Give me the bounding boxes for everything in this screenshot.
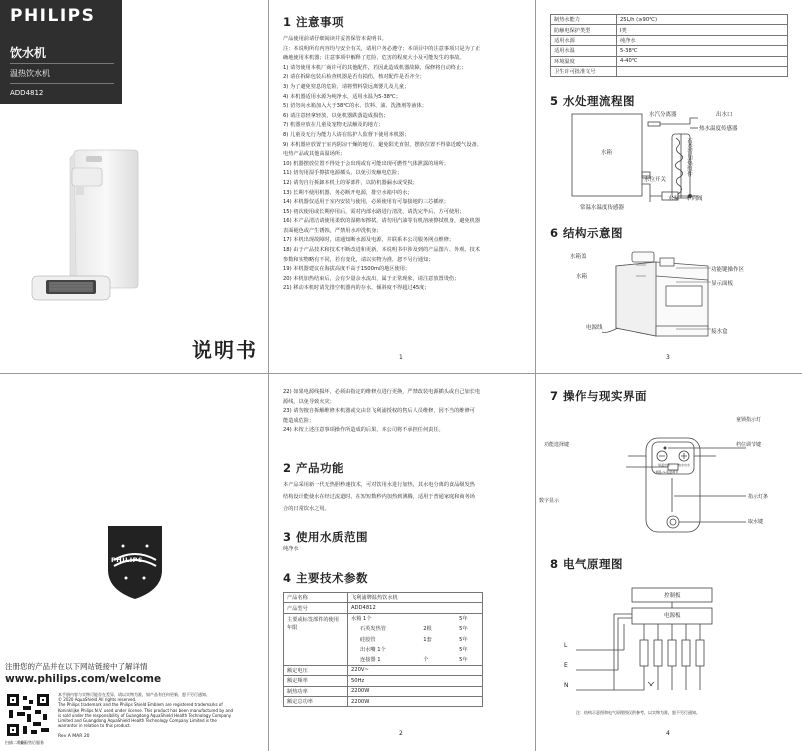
- section-8-title: 8 电气原理图: [550, 557, 624, 571]
- s1-line: 15) 初次使用或长期停用后，需对内部水路进行清洗，请洗完毕后，方可使用；: [283, 208, 465, 215]
- spec-key: 适用水源: [551, 35, 617, 45]
- params-table: [283, 592, 483, 707]
- label-E: E: [564, 662, 568, 669]
- qr-code[interactable]: [5, 692, 51, 738]
- section-7-8-panel: [536, 374, 802, 751]
- label-check-valve: 单向阀: [686, 196, 703, 202]
- fine-line: Limited and Guangdong AquaShield Health Technology Company Limited is the: [58, 718, 217, 724]
- label-level-key: 档位调节键: [736, 442, 762, 448]
- scan-note: 扫描二维码: [5, 740, 25, 745]
- spec-val: 25L/h (≥90℃): [617, 15, 788, 25]
- fine-line: The Philips trademark and the Philips Shield Emblem are registered trademarks of: [58, 702, 223, 708]
- spec-key: 防触电保护类型: [551, 25, 617, 35]
- param-key: 额定电压: [284, 665, 348, 675]
- section-3-body: 纯净水: [283, 546, 299, 552]
- part-life: 5年: [456, 634, 482, 644]
- s1-line: 4) 本机器适用水源为纯净水，适用水温为5-38℃；: [283, 93, 401, 100]
- fine-line: is sold under the responsibility of Guangdong AquaShield Health Technology Company: [58, 712, 232, 718]
- s2-line: 本产品采用新一代无热胆秒速技术，可对饮用水进行加热，其水电分离的食品级发热: [283, 482, 475, 488]
- label-display-panel: 显示面板: [711, 281, 734, 287]
- page-number-4: 4: [666, 730, 670, 737]
- s2-line: 结构设计能使水在经过流道时，在短短数秒内加热到沸腾，适用于普通家庭和商务场: [283, 494, 475, 500]
- s1-line: 表面褪色或产生锈蚀，严禁用水冲洗机身；: [283, 227, 382, 234]
- s1-continued: [283, 388, 480, 436]
- parts-label: 主要或标签部件的使用年限: [284, 613, 348, 665]
- manual-title: 说明书: [192, 338, 258, 362]
- param-val: 2200W: [348, 686, 483, 696]
- s1-line: 参数和实物略有不同，若有变化，请以实物为准，恕不另行通知；: [283, 256, 434, 263]
- label-L: L: [564, 642, 568, 649]
- s1-line: 确地使用本机器；注意事项中解释了危险、危害的程度大小及可能发生的事故。: [283, 55, 465, 62]
- s1-line: 21) 移动本机时请先排空机器内的存水，倾斜度不得超过45度；: [283, 285, 430, 292]
- param-val: ADD4812: [348, 603, 483, 613]
- s1-line: 注：本说明所有内容均与安全有关，请用户务必遵守；本项目中的注意事项只是为了正: [283, 45, 481, 52]
- fine-line: warrantor in relation to this product.: [58, 723, 131, 729]
- label-hot-sensor: 热水温度传感器: [699, 126, 738, 132]
- section-7-title: 7 操作与现实界面: [550, 389, 648, 403]
- s1-line: 电热产品或其他高温场所；: [283, 151, 346, 158]
- s2-line: 合的日常饮水之用。: [283, 506, 330, 512]
- label-quartz-heater: 石英管加热组件: [686, 138, 692, 177]
- cont-line: 24) 未按上述注意事项操作所造成的后果，本公司将不承担任何责任。: [283, 427, 444, 434]
- s1-line: 18) 由于产品技术和技术不断改进和更新，本说明书中涉及到的产品图片、外观、技术: [283, 247, 481, 254]
- label-adjust: +调温-/+流量调节: [653, 470, 679, 474]
- label-control-board: 控制板: [664, 593, 681, 599]
- s1-line: 5) 切勿向水箱加入大于38℃的水、饮料、油、洗涤剂等液体；: [283, 103, 427, 110]
- section-1-title: 1 注意事项: [283, 15, 345, 29]
- spec-key: 适用水温: [551, 46, 617, 56]
- circuit-note: 注：结构示意图和电气原理图仅供参考，以实物为准，恕不另行通知。: [576, 710, 700, 715]
- register-url[interactable]: www.philips.com/welcome: [5, 673, 162, 685]
- cont-line: 22) 如果电源线损坏，必须由指定的维修点进行更换，严禁改装电源插头或自己加长电: [283, 389, 481, 395]
- cover-title: 饮水机: [10, 46, 47, 60]
- page-number-2: 2: [399, 730, 403, 737]
- part-qty: 2根: [423, 626, 432, 633]
- s1-line: 16) 本产品清洁请使用柔软的湿棉布擦拭，请勿用汽油等有机溶液擦拭机身，避免机器: [283, 218, 481, 225]
- control-panel-diagram: [606, 412, 756, 538]
- label-pump: 水泵: [668, 196, 680, 202]
- register-label: 注册您的产品并在以下网站链接中了解详情: [5, 662, 148, 671]
- spec-val: 纯净水: [617, 35, 788, 45]
- param-key: 产品型号: [284, 603, 348, 613]
- s1-line: 11) 切勿用湿手擦拔电源插头，以免引发触电危险；: [283, 170, 403, 177]
- page-number-1: 1: [399, 354, 403, 361]
- s1-line: 20) 本机加热结束后，会有少量余水流出，属于正常现象，请注意放置烫伤；: [283, 275, 460, 282]
- param-val: 飞利浦牌温热饮水机: [348, 593, 483, 603]
- label-drip-tray: 接水盒: [711, 329, 728, 335]
- s1-line: 7) 机器应放在儿童及宠物无法触及的地方；: [283, 122, 384, 129]
- s1-line: 17) 本机出现故障时，请通知断水源及电源，并联系本公司服务网点维修；: [283, 237, 455, 244]
- param-key: 额定总功率: [284, 696, 348, 706]
- s1-line: 8) 儿童及无行为能力人请在监护人监督下使用本机器；: [283, 131, 410, 138]
- fine-line: © 2020 AquaShield All rights reserved.: [58, 697, 137, 703]
- structure-leaders: [636, 262, 716, 332]
- label-indicator-bar: 指示灯条: [748, 494, 769, 500]
- fine-line: 本手册内容与实物可能存在差异，请以实物为准，如产品有任何更新，恕不另行通知。: [58, 692, 210, 697]
- part-life: 5年: [456, 624, 482, 634]
- section-6-title: 6 结构示意图: [550, 226, 624, 240]
- shield-brand: PHILIPS: [111, 556, 144, 564]
- cover-subtitle: 温热饮水机: [10, 69, 50, 78]
- part-name: 水箱 1个: [348, 613, 421, 623]
- s1-line: 10) 机器摆放位置不得处于会出现或有可能出现可燃性气体泄露的场所；: [283, 160, 449, 167]
- part-name: 连接器 1: [348, 655, 421, 665]
- back-panel: [0, 374, 268, 751]
- part-qty: [420, 644, 445, 654]
- part-qty: [420, 613, 445, 623]
- section-1-panel: [269, 0, 535, 373]
- s1-line: 6) 请注意轻拿轻放，以免机器跌落造成损伤；: [283, 112, 389, 119]
- part-life: 5年: [456, 644, 482, 654]
- param-val: 220V~: [348, 665, 483, 675]
- label-power-board: 电源板: [664, 613, 681, 619]
- spec-val: I类: [617, 25, 788, 35]
- s1-line: 3) 为了避免窒息的危险，请将塑料袋远离婴儿及儿童；: [283, 83, 410, 90]
- section-4-title: 4 主要技术参数: [283, 571, 369, 585]
- spec-val: [617, 66, 788, 76]
- part-x: [446, 655, 457, 665]
- label-control-area: 功能键操作区: [711, 267, 745, 273]
- s1-line: 14) 本机器仅适用于室内安装与使用，必须使用有可靠接地的三芯插座；: [283, 199, 449, 206]
- part-x: [446, 634, 457, 644]
- part-life: 5年: [456, 613, 482, 623]
- scan-note-2: 查看售后服务: [20, 740, 44, 745]
- section-2-body: [283, 479, 475, 515]
- part-qty: 1套: [423, 636, 432, 643]
- s1-line: 12) 请勿自行拆卸本机上的零部件，以防机器漏水或受损；: [283, 179, 418, 186]
- spec-table-top: [550, 14, 788, 77]
- label-normal-sensor: 常温水温度传感器: [580, 205, 625, 211]
- cover-rule: [10, 63, 114, 64]
- s1-line: 13) 长期不使用机器，务必断开电源，排空水箱中的水；: [283, 189, 413, 196]
- fine-line: Koninklijke Philips N.V. used under license. This product has been manufactured by and: [58, 707, 234, 713]
- param-key: 制热功率: [284, 686, 348, 696]
- part-name: 石英发热管: [348, 624, 421, 634]
- fine-print: [58, 692, 258, 728]
- cover-model: ADD4812: [10, 89, 44, 97]
- label-outlet: 出水口: [716, 112, 733, 118]
- part-life: 5年: [456, 655, 482, 665]
- label-N: N: [564, 682, 569, 689]
- spec-val: 5-38℃: [617, 46, 788, 56]
- s1-line: 产品使用前请仔细阅读并妥善保管本说明书。: [283, 36, 387, 42]
- s1-line: 2) 请在拆除包装后检查机器是否有损伤，核对配件是否齐全；: [283, 74, 425, 81]
- spec-key: 卫生许可批准文号: [551, 66, 617, 76]
- cover-rule-2: [10, 83, 114, 84]
- param-key: 额定频率: [284, 676, 348, 686]
- section-3-title: 3 使用水质范围: [283, 530, 369, 544]
- label-child-lock: 童锁指示灯: [736, 417, 762, 423]
- label-power-cord: 电源线: [586, 325, 603, 331]
- part-name: 硅胶管: [348, 634, 421, 644]
- brand-logo: PHILIPS: [10, 6, 96, 26]
- label-level-switch: 水位开关: [644, 177, 667, 183]
- part-x: [446, 624, 457, 634]
- label-tank-flow: 水箱: [601, 150, 613, 156]
- part-x: [446, 644, 457, 654]
- label-steam-separator: 水汽分离器: [649, 112, 677, 118]
- s1-line: 1) 请勿使用本机厂商许可的其他配件，若因此造成机器故障，保修将自动终止；: [283, 64, 467, 71]
- label-water-key: 取水键: [748, 519, 764, 525]
- param-val: 2200W: [348, 696, 483, 706]
- param-val: 50Hz: [348, 676, 483, 686]
- label-function-key: 功能选择键: [544, 442, 570, 448]
- label-normal-out: 常温出水: [658, 463, 671, 467]
- section-5-6-panel: [536, 0, 802, 373]
- spec-key: 制热水能力: [551, 15, 617, 25]
- section-2-4-panel: [269, 374, 535, 751]
- product-image: [30, 148, 140, 313]
- cover-panel: [0, 0, 268, 373]
- section-1-lines: [283, 35, 482, 294]
- part-x: [446, 613, 457, 623]
- part-name: 出水嘴 1个: [348, 644, 421, 654]
- label-tank-cover: 水箱盖: [570, 254, 587, 260]
- part-qty: 个: [420, 655, 445, 665]
- cont-line: 源线，以免导致火灾；: [283, 398, 335, 405]
- param-key: 产品名称: [284, 593, 348, 603]
- cont-line: 23) 请勿擅自拆解维修本机器或交由非飞利浦授权的售后人员维修，因不当的维修可: [283, 408, 475, 415]
- page-number-3: 3: [666, 354, 670, 361]
- s1-line: 19) 本机器建议在海拔高度不高于1500m的地区使用；: [283, 266, 411, 273]
- s1-line: 9) 本机器应放置于室内阴凉干燥的地方，避免阳光直射，摆放位置不得靠近暖气设备、: [283, 141, 482, 148]
- section-5-title: 5 水处理流程图: [550, 94, 636, 108]
- spec-val: 4-40℃: [617, 56, 788, 66]
- spec-key: 环境温度: [551, 56, 617, 66]
- label-hot-out: 热水出水: [678, 463, 691, 467]
- label-digit-display: 数字显示: [539, 498, 560, 504]
- cont-line: 能造成危险；: [283, 417, 315, 424]
- revision: Rev A MAR 20: [58, 734, 90, 739]
- section-2-title: 2 产品功能: [283, 461, 345, 475]
- label-tank-struct: 水箱: [576, 274, 588, 280]
